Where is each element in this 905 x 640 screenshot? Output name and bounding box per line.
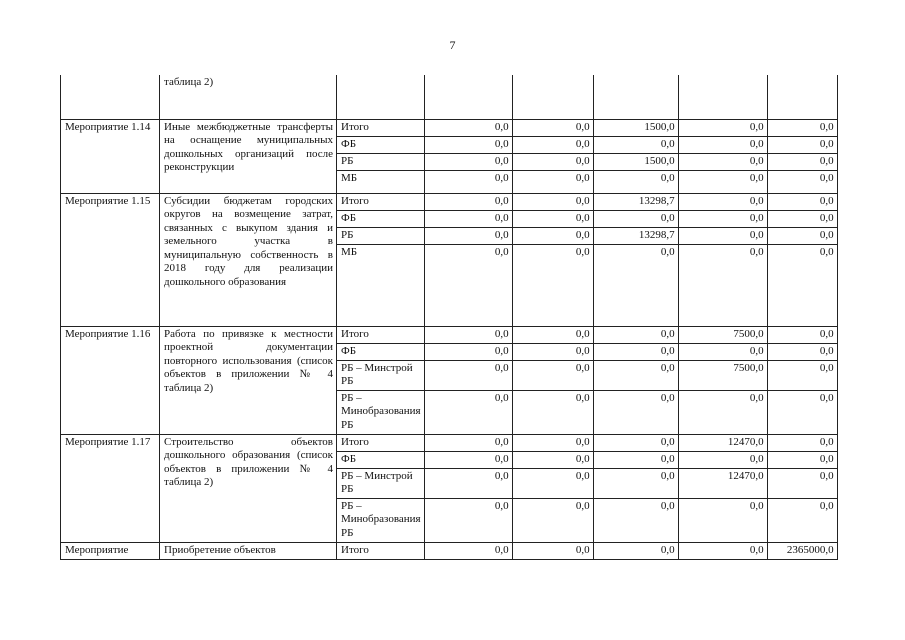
- activity-description: Субсидии бюджетам городских округов на возмещение затрат, связанных с выкупом здания и земельного участка в муниципальную собственность в 2018 году для реализации дошкольного образования: [160, 193, 337, 326]
- funding-source: РБ – Минобразования РБ: [337, 390, 425, 434]
- value-cell: 0,0: [512, 451, 593, 468]
- value-cell: 0,0: [424, 360, 512, 390]
- value-cell: 0,0: [512, 468, 593, 498]
- value-cell: 0,0: [512, 326, 593, 343]
- funding-source: Итого: [337, 193, 425, 210]
- value-cell: 0,0: [678, 244, 767, 326]
- value-cell: 0,0: [512, 434, 593, 451]
- value-cell: 0,0: [512, 244, 593, 326]
- value-cell: 0,0: [512, 227, 593, 244]
- value-cell: 0,0: [678, 343, 767, 360]
- value-cell: 0,0: [512, 343, 593, 360]
- value-cell: 0,0: [424, 434, 512, 451]
- value-cell: 0,0: [767, 498, 837, 542]
- page-number: 7: [449, 38, 456, 52]
- value-cell: 0,0: [424, 498, 512, 542]
- value-cell: 0,0: [512, 170, 593, 193]
- table-row: [61, 434, 838, 451]
- value-cell: 0,0: [424, 542, 512, 559]
- value-cell: 0,0: [424, 468, 512, 498]
- value-cell: 12470,0: [678, 468, 767, 498]
- value-cell: 1500,0: [593, 119, 678, 136]
- value-cell: 0,0: [767, 153, 837, 170]
- activity-label: Мероприятие: [61, 542, 160, 559]
- value-cell: 0,0: [512, 153, 593, 170]
- funding-source: Итого: [337, 434, 425, 451]
- value-cell: 0,0: [767, 170, 837, 193]
- value-cell: 0,0: [512, 498, 593, 542]
- value-cell: 0,0: [512, 136, 593, 153]
- activity-description: Иные межбюджетные трансферты на оснащение муниципальных дошкольных организаций после реконструкции: [160, 119, 337, 193]
- value-cell: 0,0: [593, 434, 678, 451]
- activity-label: Мероприятие 1.15: [61, 193, 160, 326]
- value-cell: 0,0: [678, 170, 767, 193]
- value-cell: 0,0: [593, 451, 678, 468]
- value-cell: 0,0: [767, 193, 837, 210]
- value-cell: 0,0: [512, 193, 593, 210]
- value-cell: 0,0: [678, 210, 767, 227]
- value-cell: 0,0: [424, 244, 512, 326]
- value-cell: 0,0: [678, 193, 767, 210]
- table-row: [61, 542, 838, 559]
- value-cell: 0,0: [593, 498, 678, 542]
- table-row: [61, 193, 838, 210]
- value-cell: 0,0: [424, 119, 512, 136]
- value-cell: 0,0: [593, 390, 678, 434]
- value-cell: 0,0: [678, 451, 767, 468]
- value-cell: 12470,0: [678, 434, 767, 451]
- value-cell: 0,0: [512, 390, 593, 434]
- value-cell: 0,0: [424, 136, 512, 153]
- value-cell: 0,0: [424, 170, 512, 193]
- value-cell: 0,0: [767, 210, 837, 227]
- value-cell: 0,0: [512, 542, 593, 559]
- value-cell: 0,0: [593, 326, 678, 343]
- value-cell: 0,0: [593, 542, 678, 559]
- value-cell: 0,0: [512, 119, 593, 136]
- value-cell: 0,0: [767, 434, 837, 451]
- funding-source: ФБ: [337, 136, 425, 153]
- value-cell: 13298,7: [593, 227, 678, 244]
- activity-label: Мероприятие 1.16: [61, 326, 160, 434]
- value-cell: 0,0: [678, 542, 767, 559]
- funding-source: Итого: [337, 326, 425, 343]
- activity-description: таблица 2): [160, 75, 337, 119]
- value-cell: 0,0: [767, 343, 837, 360]
- funding-source: ФБ: [337, 451, 425, 468]
- value-cell: 0,0: [424, 153, 512, 170]
- value-cell: 0,0: [678, 136, 767, 153]
- funding-source: ФБ: [337, 343, 425, 360]
- value-cell: 0,0: [593, 343, 678, 360]
- value-cell: 0,0: [767, 360, 837, 390]
- value-cell: 0,0: [767, 451, 837, 468]
- value-cell: 0,0: [424, 451, 512, 468]
- funding-source: Итого: [337, 542, 425, 559]
- value-cell: 0,0: [767, 326, 837, 343]
- value-cell: 0,0: [767, 227, 837, 244]
- activity-label: Мероприятие 1.17: [61, 434, 160, 542]
- value-cell: 0,0: [678, 153, 767, 170]
- value-cell: 2365000,0: [767, 542, 837, 559]
- activity-description: Строительство объектов дошкольного образования (список объектов в приложении № 4 таблица 2): [160, 434, 337, 542]
- value-cell: 0,0: [678, 498, 767, 542]
- value-cell: 0,0: [678, 227, 767, 244]
- value-cell: 0,0: [424, 193, 512, 210]
- value-cell: 0,0: [593, 244, 678, 326]
- activity-label: Мероприятие 1.14: [61, 119, 160, 193]
- funding-source: ФБ: [337, 210, 425, 227]
- funding-source: РБ – Минобразования РБ: [337, 498, 425, 542]
- value-cell: 0,0: [512, 210, 593, 227]
- value-cell: 0,0: [678, 390, 767, 434]
- value-cell: 0,0: [678, 119, 767, 136]
- value-cell: 0,0: [512, 360, 593, 390]
- value-cell: 0,0: [593, 360, 678, 390]
- activity-description: Работа по привязке к местности проектной документации повторного использования (список объектов в приложении № 4 таблица 2): [160, 326, 337, 434]
- value-cell: 0,0: [767, 119, 837, 136]
- funding-source: МБ: [337, 244, 425, 326]
- value-cell: 0,0: [424, 343, 512, 360]
- value-cell: 13298,7: [593, 193, 678, 210]
- table-row: [61, 119, 838, 136]
- budget-table: [60, 75, 838, 560]
- table-row: [61, 75, 838, 119]
- value-cell: 7500,0: [678, 326, 767, 343]
- value-cell: 1500,0: [593, 153, 678, 170]
- table-row: [61, 326, 838, 343]
- value-cell: 0,0: [767, 244, 837, 326]
- value-cell: 0,0: [424, 210, 512, 227]
- funding-source: РБ – Минстрой РБ: [337, 468, 425, 498]
- funding-source: Итого: [337, 119, 425, 136]
- funding-source: РБ – Минстрой РБ: [337, 360, 425, 390]
- value-cell: 0,0: [593, 468, 678, 498]
- value-cell: 0,0: [593, 210, 678, 227]
- value-cell: 0,0: [593, 136, 678, 153]
- funding-source: РБ: [337, 227, 425, 244]
- value-cell: 0,0: [767, 468, 837, 498]
- activity-description: Приобретение объектов: [160, 542, 337, 559]
- funding-source: МБ: [337, 170, 425, 193]
- value-cell: 7500,0: [678, 360, 767, 390]
- value-cell: 0,0: [767, 136, 837, 153]
- value-cell: 0,0: [424, 326, 512, 343]
- funding-source: РБ: [337, 153, 425, 170]
- value-cell: 0,0: [593, 170, 678, 193]
- value-cell: 0,0: [767, 390, 837, 434]
- value-cell: 0,0: [424, 227, 512, 244]
- value-cell: 0,0: [424, 390, 512, 434]
